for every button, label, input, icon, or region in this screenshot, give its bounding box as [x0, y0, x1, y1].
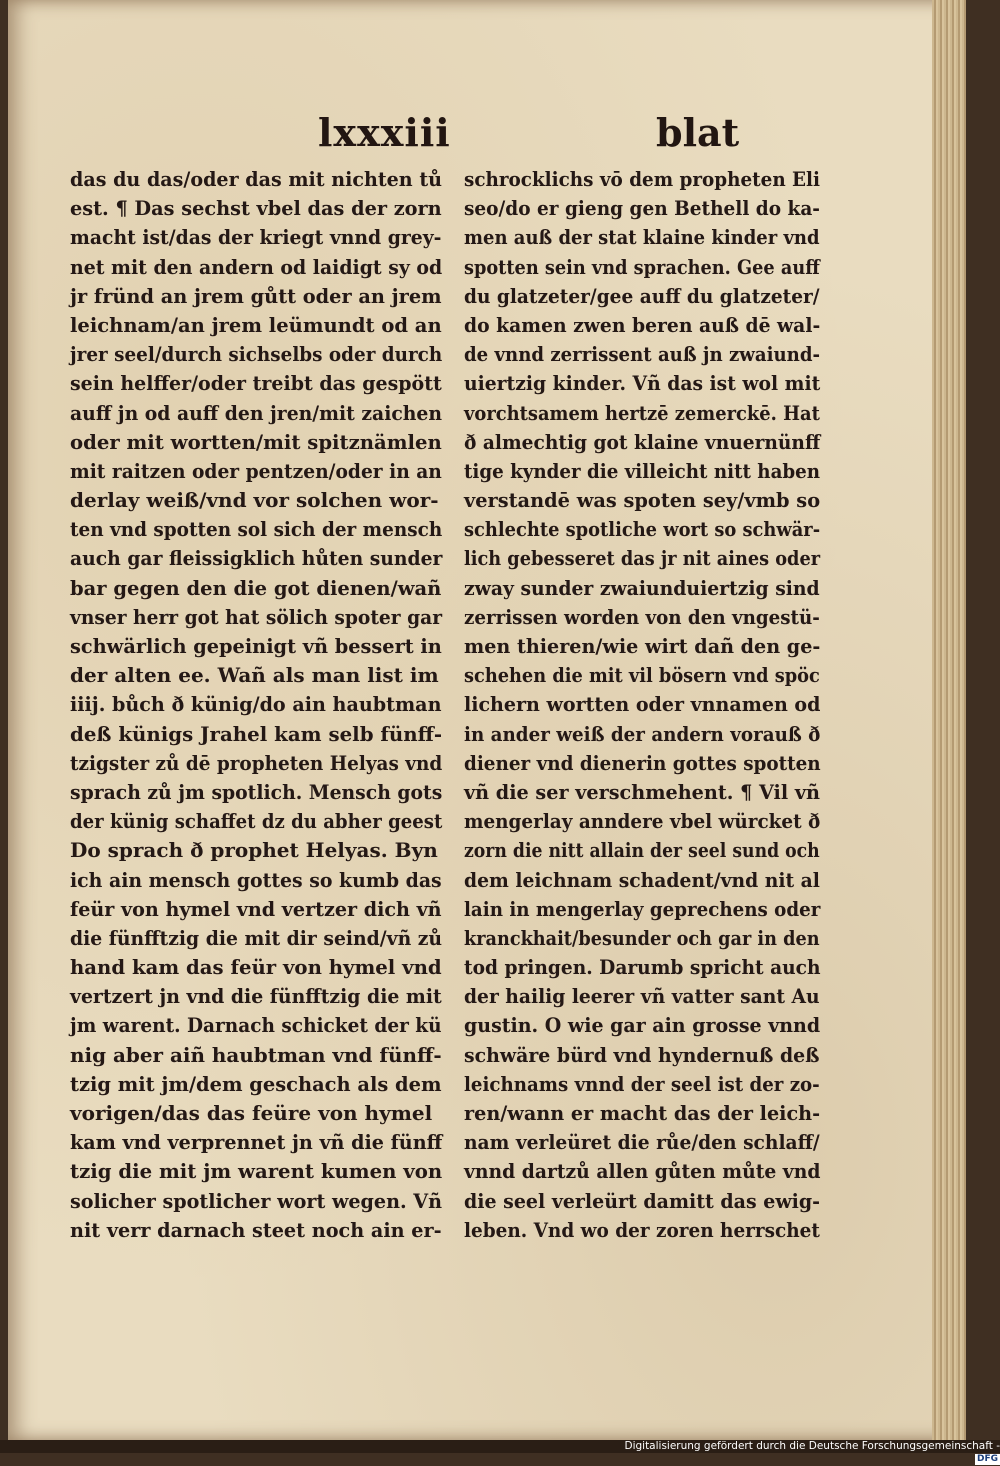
text-line: ð almechtig got klaine vnuernünff: [464, 429, 821, 454]
text-line: uiertzig kinder. Vñ das ist wol mit: [464, 371, 821, 396]
text-line: die seel verleürt damitt das ewig-: [464, 1188, 821, 1213]
text-line: tzigster zů dē propheten Helyas vnd: [70, 750, 443, 775]
text-line: Do sprach ð prophet Helyas. Byn: [70, 838, 438, 863]
text-line: bar gegen den die got dienen/wañ: [70, 575, 442, 600]
text-line: leichnams vnnd der seel ist der zo-: [464, 1071, 820, 1096]
text-line: die fünfftzig die mit dir seind/vñ zů: [70, 925, 443, 950]
text-line: kranckhait/besunder och gar in den: [464, 925, 820, 950]
page-edges: [932, 0, 966, 1440]
text-line: iiij. bůch ð künig/do ain haubtman: [70, 692, 442, 717]
text-line: lich gebesseret das jr nit aines oder: [464, 546, 821, 571]
text-line: ich ain mensch gottes so kumb das: [70, 867, 442, 892]
text-line: tod pringen. Darumb spricht auch: [464, 955, 821, 980]
text-line: oder mit wortten/mit spitznämlen: [70, 429, 442, 454]
text-line: schlechte spotliche wort so schwär-: [464, 517, 821, 542]
text-line: mengerlay anndere vbel würcket ð: [464, 809, 821, 834]
dfg-logo: DFG: [976, 1453, 998, 1464]
text-line: in ander weiß der andern vorauß ð: [464, 721, 821, 746]
text-line: zway sunder zwaiunduiertzig sind: [464, 575, 820, 600]
text-line: nig aber aiñ haubtman vnd fünff-: [70, 1042, 442, 1067]
footer-bar: [0, 1440, 1000, 1464]
text-line: men thieren/wie wirt dañ den ge-: [464, 634, 821, 658]
text-line: men auß der stat klaine kinder vnd: [464, 225, 820, 250]
text-line: ten vnd spotten sol sich der mensch: [70, 517, 443, 542]
text-line: tige kynder die villeicht nitt haben: [464, 458, 821, 483]
text-line: vnnd dartzů allen gůten můte vnd: [464, 1159, 821, 1184]
text-line: sprach zů jm spotlich. Mensch gots: [70, 779, 443, 804]
text-line: das du das/oder das mit nichten tů: [70, 167, 443, 191]
text-line: vñ die ser verschmehent. ¶ Vil vñ: [464, 779, 820, 804]
book-page: [8, 0, 966, 1440]
text-line: ren/wann er macht das der leich-: [464, 1101, 821, 1125]
text-line: derlay weiß/vnd vor solchen wor-: [70, 488, 439, 513]
text-line: jr fründ an jrem gůtt oder an jrem: [70, 283, 442, 308]
text-line: nam verleüret die růe/den schlaff/: [464, 1130, 820, 1155]
text-line: jm warent. Darnach schicket der kü: [70, 1013, 442, 1038]
folio-word: blat: [656, 110, 740, 155]
text-line: tzig die mit jm warent kumen von: [70, 1159, 443, 1184]
text-line: verstandē was spoten sey/vmb so: [464, 488, 821, 513]
text-line: spotten sein vnd sprachen. Gee auff: [464, 254, 820, 279]
text-line: dem leichnam schadent/vnd nit al: [464, 867, 820, 892]
text-line: vertzert jn vnd die fünfftzig die mit: [70, 984, 442, 1009]
text-line: leben. Vnd wo der zoren herrschet: [464, 1217, 820, 1242]
page-header: [8, 110, 966, 160]
footer-text: Digitalisierung gefördert durch die Deutsche Forschungsgemeinschaft -: [624, 1440, 1000, 1452]
text-line: der künig schaffet dz du abher geest: [70, 809, 443, 834]
text-line: auch gar fleissigklich hůten sunder: [70, 546, 443, 571]
text-line: deß künigs Jrahel kam selb fünff-: [70, 721, 443, 746]
text-line: net mit den andern od laidigt sy od: [70, 254, 443, 279]
text-line: schrocklichs vō dem propheten Eli: [464, 167, 821, 191]
text-line: solicher spotlicher wort wegen. Vñ: [70, 1188, 443, 1213]
text-line: feür von hymel vnd vertzer dich vñ: [70, 896, 442, 921]
text-line: der alten ee. Wañ als man list im: [70, 663, 439, 688]
text-line: kam vnd verprennet jn vñ die fünff: [70, 1130, 443, 1155]
text-line: lichern wortten oder vnnamen od: [464, 692, 821, 717]
text-line: vorigen/das das feüre von hymel: [70, 1101, 433, 1125]
text-line: auff jn od auff den jren/mit zaichen: [70, 400, 443, 425]
text-line: zorn die nitt allain der seel sund och: [464, 838, 820, 863]
text-line: de vnnd zerrissent auß jn zwaiund-: [464, 342, 821, 367]
right-text-column: [464, 165, 820, 1245]
footer-credit: [600, 1440, 1000, 1464]
folio-number: lxxxiii: [318, 110, 451, 155]
text-line: schwärlich gepeinigt vñ bessert in: [70, 634, 442, 658]
text-line: mit raitzen oder pentzen/oder in an: [70, 458, 442, 483]
text-line: sein helffer/oder treibt das gespött: [70, 371, 442, 396]
text-line: hand kam das feür von hymel vnd: [70, 955, 442, 980]
text-line: der hailig leerer vñ vatter sant Au: [464, 984, 820, 1009]
text-line: macht ist/das der kriegt vnnd grey-: [70, 225, 442, 250]
text-line: tzig mit jm/dem geschach als dem: [70, 1071, 442, 1096]
text-line: vnser herr got hat sölich spoter gar: [70, 604, 443, 629]
text-line: jrer seel/durch sichselbs oder durch: [70, 342, 443, 367]
text-line: nit verr darnach steet noch ain er-: [70, 1217, 442, 1242]
text-line: zerrissen worden von den vngestü-: [464, 604, 820, 629]
text-line: est. ¶ Das sechst vbel das der zorn: [70, 196, 442, 221]
text-line: lain in mengerlay geprechens oder: [464, 896, 821, 921]
text-line: diener vnd dienerin gottes spotten: [464, 750, 821, 775]
text-line: vorchtsamem hertzē zemerckē. Hat: [464, 400, 820, 425]
left-text-column: [70, 165, 442, 1245]
text-line: do kamen zwen beren auß dē wal-: [464, 312, 821, 337]
text-line: schehen die mit vil bösern vnd spöc: [464, 663, 820, 688]
text-line: gustin. O wie gar ain grosse vnnd: [464, 1013, 821, 1038]
text-line: leichnam/an jrem leümundt od an: [70, 312, 442, 337]
text-line: schwäre bürd vnd hyndernuß deß: [464, 1042, 820, 1067]
text-line: du glatzeter/gee auff du glatzeter/: [464, 283, 820, 308]
text-line: seo/do er gieng gen Bethell do ka-: [464, 196, 820, 221]
